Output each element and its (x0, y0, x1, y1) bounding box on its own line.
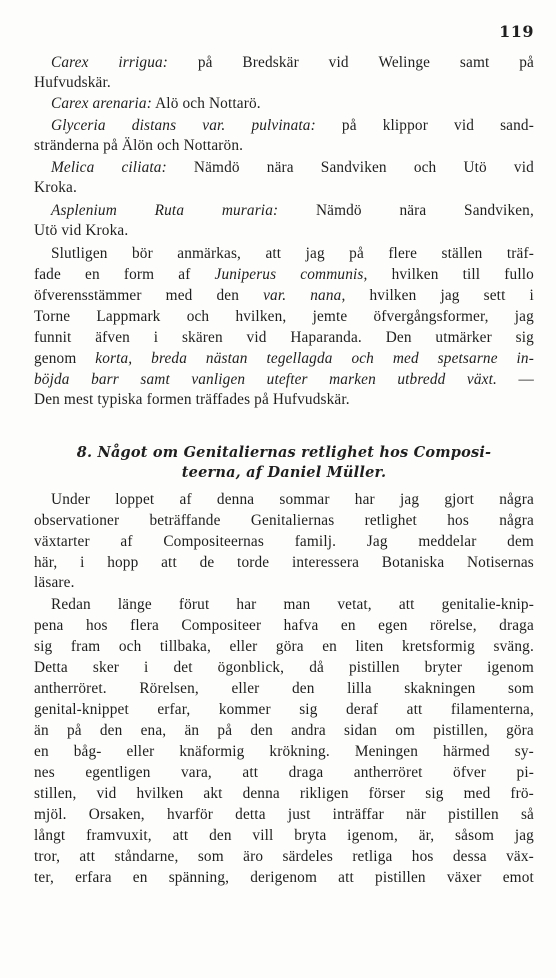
word: egentligen (85, 764, 151, 781)
word: spänning, (168, 869, 230, 886)
word: samt (459, 54, 490, 71)
word: än (184, 722, 200, 739)
text-line (34, 616, 534, 637)
word: vetat, (337, 596, 372, 613)
word: vanligen (191, 371, 246, 388)
word: in- (516, 350, 534, 367)
text-segment: stränderna på Älön och Nottarön. (34, 137, 244, 154)
word: torde (237, 554, 270, 571)
word: och (118, 638, 142, 655)
word: och (186, 308, 210, 325)
word: vid (454, 117, 475, 134)
word: draga (499, 617, 534, 634)
word: flera (130, 617, 159, 634)
word: kretsformig (401, 638, 475, 655)
word: dem (507, 533, 534, 550)
word: en (132, 869, 148, 886)
word: tror, (34, 848, 61, 865)
word: Carex (51, 54, 89, 71)
word: de (199, 554, 215, 571)
word: på (197, 54, 213, 71)
word: göra (275, 638, 304, 655)
word: genom (34, 350, 77, 367)
word: ställen (441, 245, 483, 262)
text-line (34, 532, 534, 553)
word: erfar, (157, 701, 191, 718)
word: då (309, 659, 324, 676)
word: har (354, 491, 375, 508)
word: fade (34, 266, 61, 283)
word: flere (388, 245, 418, 262)
word: Nämdö (315, 202, 362, 219)
word: korta, (95, 350, 133, 367)
word: sig (299, 701, 318, 718)
word: eller (126, 743, 155, 760)
text-line (34, 805, 534, 826)
word: Notisernas (466, 554, 534, 571)
word: sommar (279, 491, 330, 508)
word: genital-knippet (34, 701, 129, 718)
word: sker (92, 659, 120, 676)
word: Haparanda. (290, 329, 362, 346)
word: breda (151, 350, 188, 367)
word: muraria: (221, 202, 279, 219)
word: derigenom (250, 869, 318, 886)
word: hvilken, (235, 308, 287, 325)
word: långt (34, 827, 66, 844)
word: igenom, (347, 827, 398, 844)
word: gjort (444, 491, 474, 508)
word: antherröret (353, 764, 423, 781)
word: öfverensstämmer (34, 287, 142, 304)
text-line (34, 595, 534, 616)
text-segment: Alö och Nottarö. (151, 95, 261, 112)
word: öfver (453, 764, 487, 781)
text-segment: Carex arenaria: (51, 95, 152, 112)
word: skakningen (404, 680, 476, 697)
text-line (34, 637, 534, 658)
word: en (322, 638, 337, 655)
word: att (172, 827, 189, 844)
text-line (34, 158, 534, 179)
word: pi- (516, 764, 534, 781)
word: på (217, 722, 233, 739)
word: nana, (310, 287, 346, 304)
word: förser (368, 785, 406, 802)
word: några (499, 512, 534, 529)
word: framvuxit, (86, 827, 152, 844)
text-segment: Utö vid Kroka. (34, 222, 129, 239)
text-line (34, 573, 534, 594)
section-heading-line-2: teerna, af Daniel Müller. (181, 464, 387, 481)
word: den (216, 287, 240, 304)
word: i (153, 329, 159, 346)
word: utefter (266, 371, 308, 388)
word: igenom (487, 659, 534, 676)
word: anmärkas, (177, 245, 242, 262)
text-segment: Den mest typiska formen träffades på Hufvudskär. (34, 391, 350, 408)
word: böjda (34, 371, 70, 388)
word: draga (288, 764, 324, 781)
word: frö- (510, 785, 534, 802)
word: med (463, 785, 491, 802)
text-line (34, 700, 534, 721)
word: af (179, 491, 192, 508)
word: med (165, 287, 193, 304)
word: sväng. (493, 638, 534, 655)
text-line (34, 763, 534, 784)
text-line (34, 116, 534, 137)
word: Den (385, 329, 412, 346)
word: Orsaken, (88, 806, 145, 823)
word: communis, (300, 266, 368, 283)
word: eller (229, 638, 258, 655)
word: Ruta (154, 202, 185, 219)
word: pistillen (448, 806, 499, 823)
word: med (392, 350, 419, 367)
word: retliga (352, 848, 393, 865)
word: nästan (205, 350, 248, 367)
word: ögonblick, (217, 659, 285, 676)
word: krökning. (269, 743, 330, 760)
word: som (197, 848, 224, 865)
word: meddelar (418, 533, 477, 550)
word: sand- (500, 117, 534, 134)
word: form (123, 266, 155, 283)
word: nes (34, 764, 55, 781)
word: att (265, 245, 282, 262)
word: just (287, 806, 311, 823)
word: vid (246, 329, 267, 346)
word: barr (91, 371, 119, 388)
word: tegellagda (266, 350, 333, 367)
word: jag (305, 245, 325, 262)
text-line (34, 286, 534, 307)
word: hvilken (391, 266, 439, 283)
word: nära (266, 159, 294, 176)
word: irrigua: (118, 54, 169, 71)
word: knäformig (179, 743, 245, 760)
word: jag (440, 287, 460, 304)
word: kommer (218, 701, 271, 718)
word: Sandviken, (464, 202, 534, 219)
word: ståndarne, (114, 848, 179, 865)
word: pistillen (348, 659, 400, 676)
word: hafva (283, 617, 319, 634)
word: när (406, 806, 426, 823)
word: Botaniska (381, 554, 445, 571)
word: på (341, 117, 357, 134)
word: Sandviken (320, 159, 387, 176)
word: såsom (455, 827, 495, 844)
word: hvarför (166, 806, 214, 823)
text-line (34, 328, 534, 349)
word: eller (231, 680, 260, 697)
text-line (34, 53, 534, 74)
word: hos (85, 617, 108, 634)
word: bör (132, 245, 153, 262)
word: hos (447, 512, 469, 529)
word: en (85, 266, 100, 283)
word: båg- (73, 743, 102, 760)
word: en (34, 743, 49, 760)
word: pena (34, 617, 64, 634)
word: Torne (34, 308, 71, 325)
word: Under (51, 491, 90, 508)
text-line (34, 307, 534, 328)
word: härmed (443, 743, 490, 760)
word: i (529, 287, 534, 304)
word: och (351, 350, 374, 367)
word: på (66, 722, 82, 739)
text-line (34, 94, 534, 115)
text-line (34, 511, 534, 532)
word: Compositeernas (163, 533, 264, 550)
word: — (518, 371, 534, 388)
word: hopp (107, 554, 139, 571)
word: äfven (95, 329, 130, 346)
word: några (499, 491, 534, 508)
word: man (283, 596, 311, 613)
text-line (34, 349, 534, 370)
word: observationer (34, 512, 120, 529)
word: på (349, 245, 364, 262)
text-line (34, 784, 534, 805)
word: sig (425, 785, 444, 802)
page-number: 119 (499, 22, 534, 41)
text-line (34, 178, 534, 199)
word: pulvinata: (251, 117, 316, 134)
word: inträffar (332, 806, 384, 823)
word: att (161, 554, 177, 571)
word: rikligen (299, 785, 349, 802)
word: andra (291, 722, 326, 739)
text-line (34, 553, 534, 574)
text-line (34, 868, 534, 889)
word: Slutligen (51, 245, 108, 262)
word: akt (203, 785, 223, 802)
word: vid (513, 159, 534, 176)
word: än (34, 722, 49, 739)
word: detta (235, 806, 266, 823)
word: marken (329, 371, 376, 388)
word: spetsarne (437, 350, 498, 367)
word: rörelse, (430, 617, 477, 634)
word: hvilken (369, 287, 417, 304)
word: jag (514, 308, 534, 325)
word: Jag (366, 533, 388, 550)
word: emot (502, 869, 534, 886)
word: väx- (506, 848, 534, 865)
word: beträffande (149, 512, 221, 529)
word: den (99, 722, 123, 739)
word: Detta (34, 659, 68, 676)
word: växt. (466, 371, 497, 388)
word: tillbaka, (159, 638, 211, 655)
word: sig (515, 329, 534, 346)
word: bryta (294, 827, 327, 844)
text-line (34, 73, 534, 94)
word: att (79, 848, 96, 865)
word: utbredd (397, 371, 446, 388)
word: har (236, 596, 257, 613)
word: är, (418, 827, 435, 844)
word: Nämdö (193, 159, 240, 176)
word: denna (216, 491, 255, 508)
text-line (34, 658, 534, 679)
word: den (250, 722, 273, 739)
word: familj. (294, 533, 337, 550)
text-line (34, 265, 534, 286)
word: det (173, 659, 193, 676)
text-line (34, 847, 534, 868)
word: antherröret. (34, 680, 107, 697)
word: växtarter (34, 533, 90, 550)
word: pistillen, (433, 722, 488, 739)
word: deraf (345, 701, 379, 718)
word: länge (117, 596, 152, 613)
word: att (398, 596, 415, 613)
word: Compositeer (181, 617, 262, 634)
word: att (242, 764, 259, 781)
word: vid (96, 785, 117, 802)
word: jag (514, 827, 534, 844)
word: om (395, 722, 416, 739)
word: ena, (140, 722, 167, 739)
word: af (120, 533, 133, 550)
word: utmärker (435, 329, 492, 346)
word: samt (140, 371, 170, 388)
word: till (462, 266, 481, 283)
word: retlighet (364, 512, 417, 529)
word: hvilken (136, 785, 184, 802)
text-segment: Kroka. (34, 179, 77, 196)
word: denna (242, 785, 280, 802)
text-line (34, 721, 534, 742)
word: sy- (514, 743, 534, 760)
word: att (338, 869, 354, 886)
word: genitalie-knip- (441, 596, 534, 613)
word: särdeles (282, 848, 333, 865)
word: skären (181, 329, 223, 346)
word: distans (131, 117, 177, 134)
word: Utö (463, 159, 487, 176)
word: funnit (34, 329, 72, 346)
word: dessa (452, 848, 487, 865)
word: vara, (181, 764, 212, 781)
word: sig (34, 638, 53, 655)
text-line (34, 742, 534, 763)
text-line (34, 679, 534, 700)
word: Asplenium (51, 202, 117, 219)
word: den (291, 680, 315, 697)
word: fram (70, 638, 101, 655)
text-line (34, 244, 534, 265)
word: sidan (343, 722, 378, 739)
word: den (209, 827, 232, 844)
text-line (34, 136, 534, 157)
word: var. (202, 117, 226, 134)
text-segment: läsare. (34, 574, 75, 591)
word: i (80, 554, 85, 571)
word: klippor (382, 117, 428, 134)
text-line (34, 390, 534, 411)
word: förut (178, 596, 210, 613)
word: bryter (424, 659, 463, 676)
word: stillen, (34, 785, 77, 802)
word: liten (355, 638, 384, 655)
word: och (413, 159, 437, 176)
word: Meningen (354, 743, 419, 760)
word: ciliata: (121, 159, 167, 176)
word: Welinge (378, 54, 431, 71)
text-line (34, 490, 534, 511)
word: en (340, 617, 356, 634)
word: Lappmark (96, 308, 161, 325)
word: erfara (75, 869, 112, 886)
word: så (520, 806, 534, 823)
word: som (507, 680, 534, 697)
word: sett (483, 287, 506, 304)
word: att (406, 701, 423, 718)
text-line (34, 221, 534, 242)
word: Genitaliernas (250, 512, 335, 529)
word: lilla (347, 680, 372, 697)
word: träf- (506, 245, 534, 262)
text-line (34, 370, 534, 391)
word: Melica (51, 159, 95, 176)
word: vid (328, 54, 349, 71)
word: vill (252, 827, 274, 844)
text-line (34, 826, 534, 847)
word: Redan (51, 596, 91, 613)
word: äro (243, 848, 264, 865)
text-line (34, 201, 534, 222)
word: här, (34, 554, 58, 571)
word: fullo (504, 266, 534, 283)
word: interessera (291, 554, 360, 571)
word: loppet (115, 491, 155, 508)
word: mjöl. (34, 806, 67, 823)
word: filamenterna, (450, 701, 534, 718)
word: Glyceria (51, 117, 106, 134)
word: af (178, 266, 191, 283)
word: Bredskär (242, 54, 299, 71)
word: Juniperus (214, 266, 277, 283)
word: öfvergångsformer, (373, 308, 489, 325)
word: jemte (312, 308, 348, 325)
word: var. (263, 287, 287, 304)
word: pistillen (375, 869, 426, 886)
word: i (144, 659, 149, 676)
text-segment: Hufvudskär. (34, 74, 111, 91)
word: hos (411, 848, 434, 865)
word: jag (399, 491, 420, 508)
word: göra (506, 722, 534, 739)
section-heading-line-1: 8. Något om Genitaliernas retlighet hos Composi- (76, 444, 492, 461)
word: ter, (34, 869, 54, 886)
word: Rörelsen, (139, 680, 199, 697)
word: egen (378, 617, 408, 634)
word: nära (399, 202, 427, 219)
word: på (519, 54, 534, 71)
word: växer (446, 869, 482, 886)
